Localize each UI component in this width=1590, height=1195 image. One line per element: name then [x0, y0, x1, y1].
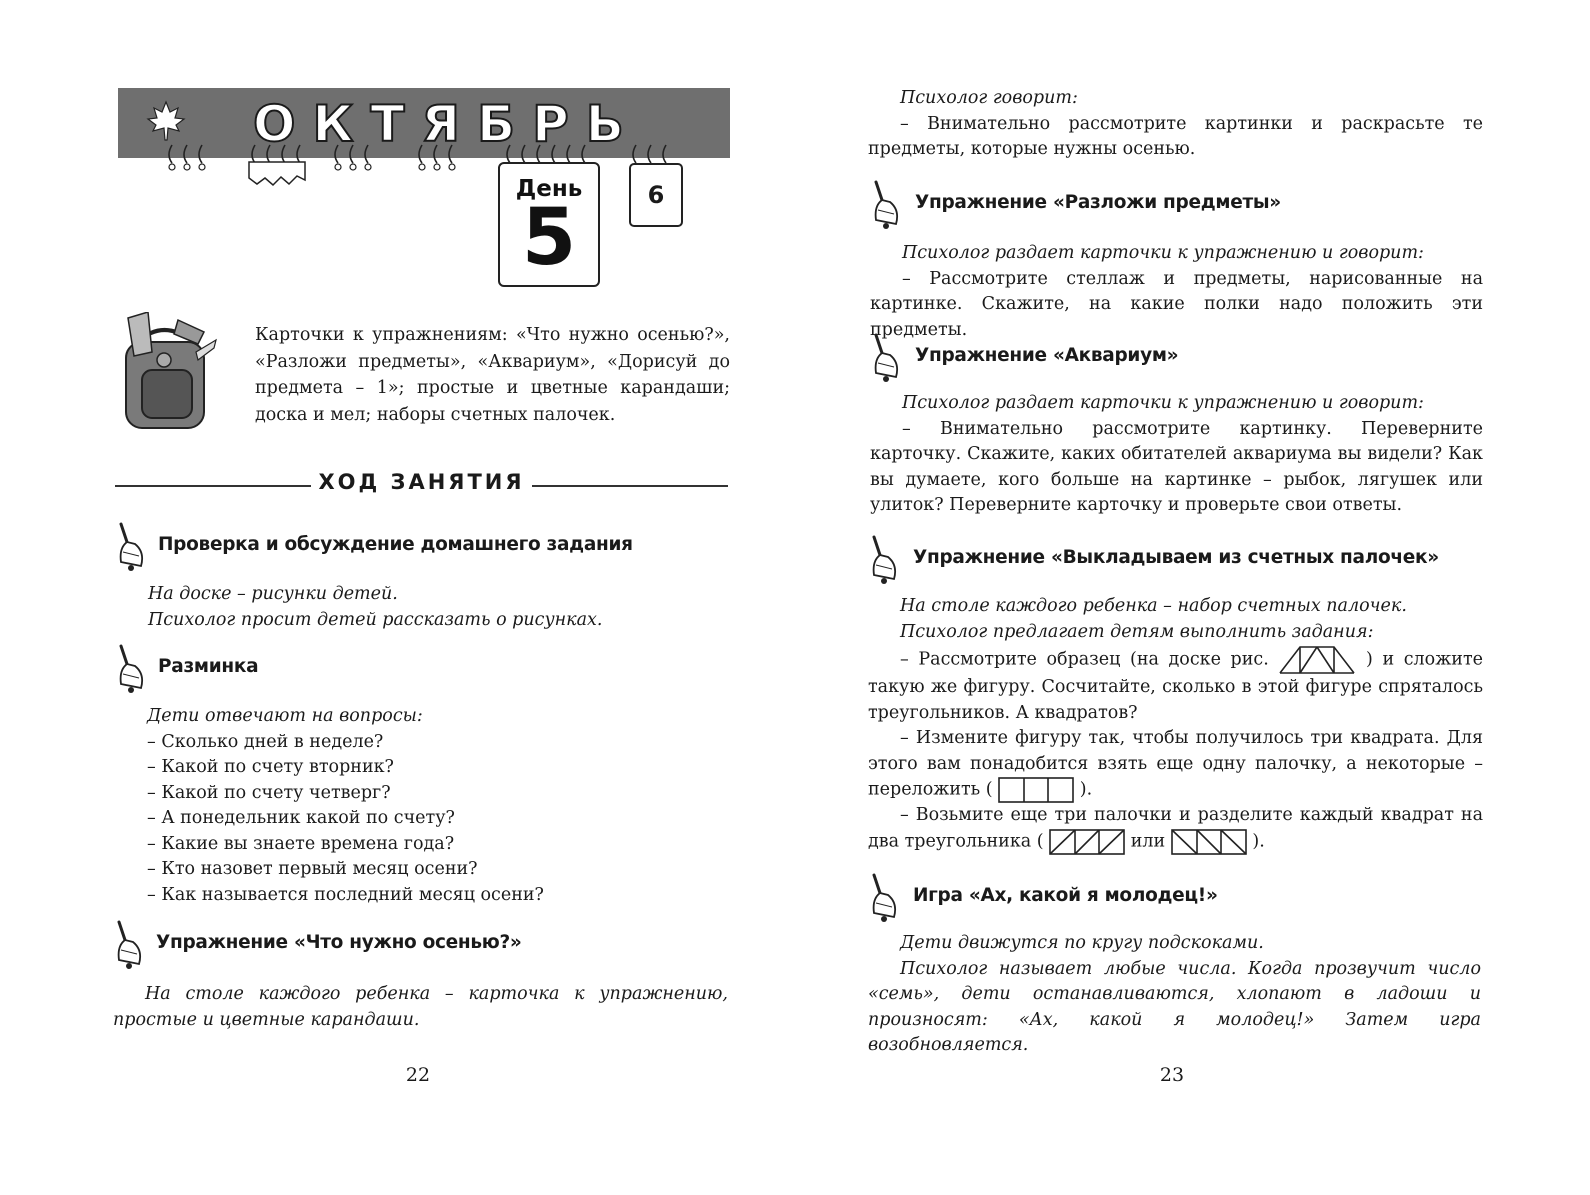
- calendar-rings: [160, 143, 700, 183]
- section-text: Дети движутся по кругу подскоками.: [900, 933, 1264, 953]
- question-item: – Какие вы знаете времена года?: [147, 833, 455, 854]
- question-item: – Сколько дней в неделе?: [147, 731, 384, 752]
- task-text: ).: [1079, 779, 1093, 800]
- section-title: Разминка: [158, 656, 259, 677]
- task-text: – Измените фигуру так, чтобы получилось три квадрата. Для этого вам понадобится взять еще одну палочку, а некоторые – переложить (: [868, 728, 1483, 800]
- next-day-card: 6: [629, 163, 683, 227]
- question-item: – Как называется последний месяц осени?: [147, 884, 544, 905]
- backpack-illustration: [108, 312, 218, 432]
- right-page: [800, 0, 1590, 1195]
- bell-icon: [115, 522, 149, 574]
- section-title: Упражнение «Выкладываем из счетных палочек»: [913, 547, 1439, 568]
- day-number: 5: [521, 193, 577, 283]
- section-note: На столе каждого ребенка – набор счетных палочек.: [900, 596, 1407, 616]
- bell-icon: [113, 920, 147, 972]
- task-paragraph: [868, 803, 1483, 855]
- question-item: – Какой по счету четверг?: [147, 782, 391, 803]
- section-intro-text: [868, 86, 1483, 163]
- section-text: – Внимательно рассмотрите картинки и раскрасьте те предметы, которые нужны осенью.: [868, 113, 1483, 159]
- question-item: – А понедельник какой по счету?: [147, 808, 455, 828]
- diagonal-squares-figure-alt: [1171, 829, 1247, 855]
- section-aquarium: [870, 333, 1483, 519]
- bell-icon: [115, 644, 149, 696]
- section-title: Упражнение «Аквариум»: [915, 345, 1179, 366]
- section-game: [868, 873, 1481, 1059]
- section-title: Упражнение «Что нужно осенью?»: [156, 932, 522, 953]
- question-item: – Кто назовет первый месяц осени?: [147, 859, 478, 879]
- section-intro: Дети отвечают на вопросы:: [147, 706, 423, 726]
- sample-figure: [1278, 645, 1356, 675]
- section-text: Психолог просит детей рассказать о рисунках.: [148, 609, 603, 630]
- speaker-line: Психолог раздает карточки к упражнению и говорит:: [902, 393, 1424, 413]
- section-text: Психолог называет любые числа. Когда прозвучит число «семь», дети останавливаются, хлопают в ладоши и произносят: «Ах, какой я молодец!» Затем игра возобновляется.: [868, 958, 1481, 1055]
- task-paragraph: [868, 645, 1483, 726]
- section-counting-sticks: [868, 535, 1483, 855]
- task-text: – Возьмите еще три палочки и разделите каждый квадрат на два треугольника (: [868, 805, 1483, 851]
- day-word: День: [515, 176, 583, 202]
- bell-icon: [868, 535, 902, 587]
- bell-icon: [870, 333, 904, 385]
- section-text: На доске – рисунки детей.: [148, 584, 398, 604]
- section-text: – Рассмотрите стеллаж и предметы, нарисованные на картинке. Скажите, на какие полки надо положить эти предметы.: [870, 268, 1483, 340]
- task-text: ).: [1252, 831, 1265, 851]
- section-homework: [115, 522, 735, 633]
- bell-icon: [870, 180, 904, 232]
- section-warmup: [115, 644, 735, 908]
- materials-list: Карточки к упражнениям: «Что нужно осенью?», «Разложи предметы», «Аквариум», «Дорисуй до предмета – 1»; простые и цветные карандаши; доска и мел; наборы счетных палочек.: [255, 325, 730, 425]
- section-arrange-items: [870, 180, 1483, 343]
- task-text: ) и сложите такую же фигуру. Сосчитайте, сколько в этой фигуре спряталось треугольников. А квадратов?: [868, 649, 1483, 723]
- section-note: Психолог предлагает детям выполнить задания:: [900, 621, 1374, 642]
- course-heading: [115, 470, 728, 500]
- three-squares-figure: [998, 777, 1074, 803]
- task-text: – Рассмотрите образец (на доске рис.: [900, 649, 1269, 670]
- section-autumn-needs: [113, 920, 728, 1033]
- speaker-line: Психолог говорит:: [900, 88, 1078, 108]
- course-title: ХОД ЗАНЯТИЯ: [318, 470, 525, 494]
- section-text: – Внимательно рассмотрите картинку. Переверните карточку. Скажите, каких обитателей аквариума вы видели? Как вы думаете, кого больше на картинке – рыбок, лягушек или улиток? Переверните карточку и проверьте свои ответы.: [870, 418, 1483, 515]
- page-number: 22: [405, 1064, 431, 1086]
- section-title: Проверка и обсуждение домашнего задания: [158, 534, 633, 555]
- month-title: ОКТЯБРЬ: [253, 95, 641, 153]
- task-paragraph: [868, 726, 1483, 803]
- speaker-line: Психолог раздает карточки к упражнению и говорит:: [902, 243, 1424, 263]
- question-item: – Какой по счету вторник?: [147, 757, 394, 777]
- task-text: или: [1130, 831, 1166, 851]
- section-title: Игра «Ах, какой я молодец!»: [913, 885, 1218, 906]
- day-calendar-card: [498, 162, 600, 287]
- maple-leaf-icon: [146, 100, 186, 142]
- torn-page-icon: [247, 160, 307, 188]
- diagonal-squares-figure: [1049, 829, 1125, 855]
- section-text: На столе каждого ребенка – карточка к упражнению, простые и цветные карандаши.: [113, 984, 728, 1030]
- bell-icon: [868, 873, 902, 925]
- page-number: 23: [1159, 1064, 1185, 1086]
- section-title: Упражнение «Разложи предметы»: [915, 192, 1281, 213]
- divider-line: [532, 485, 728, 487]
